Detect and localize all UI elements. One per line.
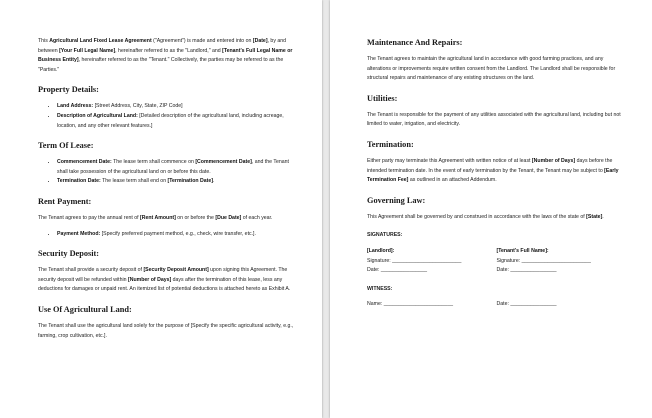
witness-title: WITNESS: (367, 285, 393, 292)
governing-law-heading: Governing Law: (367, 195, 426, 205)
governing-law-paragraph: This Agreement shall be governed by and construed in accordance with the laws of the state of [State]. (367, 213, 604, 220)
bold-text: Land Address: (57, 103, 94, 110)
property-details-list (38, 102, 296, 131)
landlord-label: [Landlord]: (367, 247, 395, 254)
bold-text: Agricultural Land Fixed Lease Agreement (49, 38, 152, 44)
witness-date-line: Date: ________________ (496, 301, 557, 308)
bold-text: [Number of Days] (531, 157, 576, 164)
intro-paragraph: This Agricultural Land Fixed Lease Agreement ("Agreement") is made and entered into on [Date], by and between [Your Full Legal Name], hereinafter referred to as the "Landlord," and [Tenant's Full Legal Name or Business Entity], hereinafter referred to as the "Tenant." Collectively, the parties may be referred to as the "Parties." (38, 38, 293, 73)
bold-text: [Date] (252, 38, 268, 44)
list-item: • Commencement Date: The lease term shall commence on [Commencement Date], and the Tenant shall take possession of the agricultural land on or before this date. (57, 158, 296, 177)
bold-text: [Number of Days] (127, 276, 172, 283)
landlord-date-line: Date: ________________ (367, 267, 428, 274)
list-item: • Land Address: [Street Address, City, State, ZIP Code] (57, 102, 296, 112)
termination-paragraph: Either party may terminate this Agreement with written notice of at least [Number of Days] days before the intended termination date. In the event of early termination by the Tenant, the Tenant may be subject to [Early Termination Fee] as outlined in an attached Addendum. (367, 157, 619, 184)
rent-payment-list (38, 230, 296, 240)
bold-text: [Termination Date] (167, 178, 213, 185)
security-deposit-paragraph: The Tenant shall provide a security deposit of [Security Deposit Amount] upon signing this Agreement. The security deposit will be refunded within [Number of Days] days after the termination of this lease, less any deductions for damages or unpaid rent. An itemized list of potential deductions is attached hereto as Exhibit A. (38, 267, 291, 293)
landlord-signature (367, 247, 497, 276)
bold-text: [Your Full Legal Name] (59, 47, 116, 54)
maintenance-heading: Maintenance And Repairs: (367, 38, 463, 47)
use-of-land-paragraph: The Tenant shall use the agricultural land solely for the purpose of [Specify the specific agricultural activity, e.g., farming, crop cultivation, etc.]. (38, 322, 294, 339)
rent-payment-heading: Rent Payment: (38, 196, 92, 206)
termination-heading: Termination: (367, 139, 414, 149)
bold-text: [Security Deposit Amount] (143, 267, 209, 274)
bold-text: Payment Method: (57, 230, 101, 237)
document-page-left (0, 0, 322, 418)
property-details-heading: Property Details: (38, 85, 99, 95)
bold-text: [Due Date] (215, 214, 242, 221)
term-of-lease-list (38, 158, 296, 187)
signature-block (367, 247, 626, 276)
tenant-date-line: Date: ________________ (496, 267, 557, 274)
list-item: • Payment Method: [Specify preferred payment method, e.g., check, wire transfer, etc.]. (57, 230, 296, 240)
tenant-label: [Tenant's Full Name]: (496, 247, 549, 254)
bold-text: [Tenant's Full Legal Name or Business Entity] (38, 47, 293, 64)
witness-name-line: Name: ________________________ (367, 301, 453, 308)
utilities-paragraph: The Tenant is responsible for the payment of any utilities associated with the agricultural land, including but not limited to water, irrigation, and electricity. (367, 111, 621, 128)
landlord-signature-line: Signature: ________________________ (367, 257, 462, 264)
utilities-heading: Utilities: (367, 93, 398, 103)
tenant-signature-line: Signature: ________________________ (496, 257, 591, 264)
security-deposit-heading: Security Deposit: (38, 249, 100, 259)
witness-block (367, 300, 626, 310)
bold-text: [Early Termination Fee] (367, 167, 619, 184)
signatures-title: SIGNATURES: (367, 232, 403, 239)
list-item: • Description of Agricultural Land: [Detailed description of the agricultural land, including acreage, location, and any other relevant features.] (57, 112, 296, 131)
bold-text: Description of Agricultural Land: (57, 112, 138, 119)
rent-payment-paragraph: The Tenant agrees to pay the annual rent of [Rent Amount] on or before the [Due Date] of each year. (38, 214, 273, 221)
bold-text: Termination Date: (57, 178, 101, 185)
bold-text: [Rent Amount] (140, 214, 176, 221)
use-of-land-heading: Use Of Agricultural Land: (38, 304, 132, 314)
document-page-right (330, 0, 652, 418)
maintenance-paragraph: The Tenant agrees to maintain the agricultural land in accordance with good farming practices, and any alterations or improvements require written consent from the Landlord. The Landlord shall be responsible for structural repairs and maintenance of any existing structures on the land. (367, 56, 616, 82)
bold-text: [State] (586, 213, 603, 220)
tenant-signature (497, 247, 627, 276)
term-of-lease-heading: Term Of Lease: (38, 141, 94, 151)
bold-text: [Commencement Date] (195, 159, 252, 166)
list-item: • Termination Date: The lease term shall end on [Termination Date]. (57, 177, 296, 187)
bold-text: Commencement Date: (57, 159, 112, 166)
